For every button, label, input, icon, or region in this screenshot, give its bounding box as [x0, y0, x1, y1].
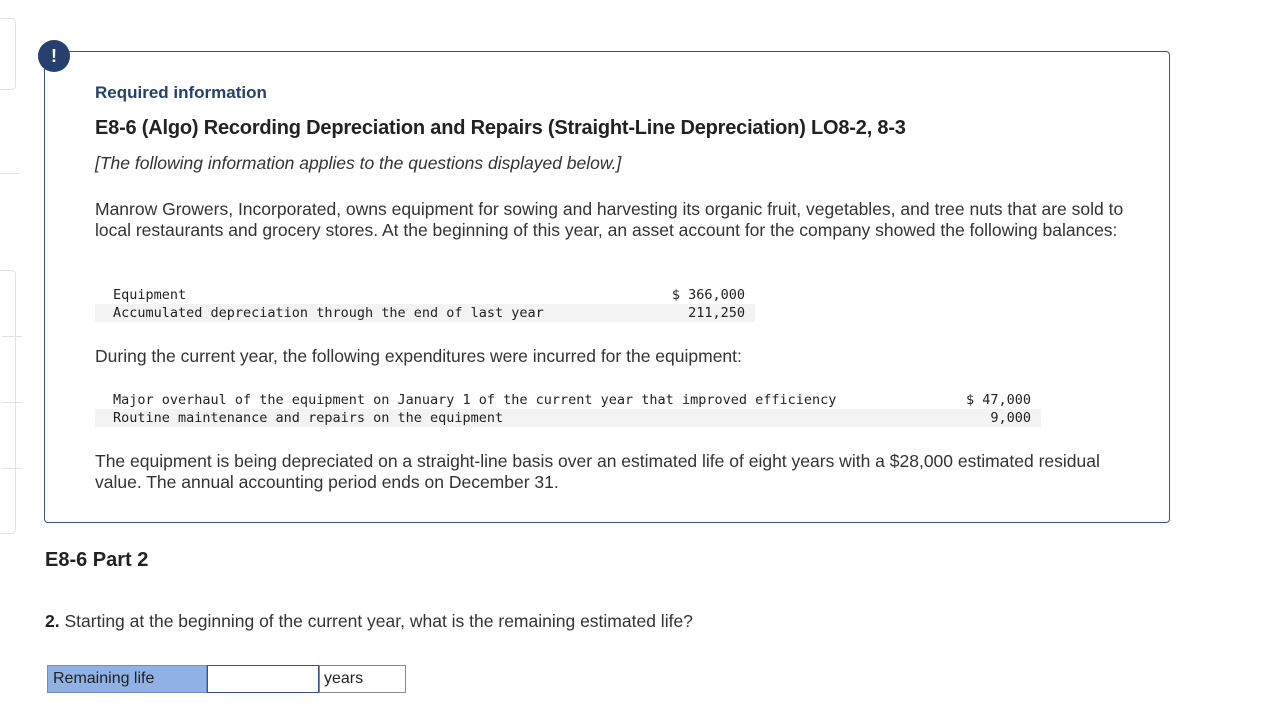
expenditure-value: $ 47,000	[965, 392, 1031, 408]
question-number: 2.	[45, 611, 60, 631]
remaining-life-input[interactable]	[207, 665, 319, 693]
expenditure-label: Major overhaul of the equipment on January 1 of the current year that improved efficiency	[113, 392, 837, 408]
question	[45, 611, 693, 632]
left-divider	[2, 468, 22, 469]
required-info-heading: Required information	[95, 83, 267, 102]
table-row	[95, 409, 1041, 427]
table-row	[95, 304, 755, 322]
table-row	[95, 391, 1041, 409]
intro-paragraph: Manrow Growers, Incorporated, owns equipment for sowing and harvesting its organic fruit, vegetables, and tree nuts that are sold to local restaurants and grocery stores. At the beginning of this year, an asset account for the company showed the following balances:	[95, 199, 1124, 240]
left-divider	[0, 173, 20, 174]
left-divider	[2, 402, 22, 403]
question-text: Starting at the beginning of the current year, what is the remaining estimated life?	[64, 611, 693, 631]
expenditure-label: Routine maintenance and repairs on the equipment	[95, 409, 931, 427]
balances-table	[95, 286, 755, 322]
exercise-title: E8-6 (Algo) Recording Depreciation and Repairs (Straight-Line Depreciation) LO8-2, 8-3	[95, 117, 906, 139]
table-row	[95, 286, 755, 304]
expenditures-intro: During the current year, the following expenditures were incurred for the equipment:	[95, 346, 742, 366]
years-unit-label: years	[319, 665, 406, 693]
balance-label: Equipment	[113, 287, 187, 303]
left-panel-fragment	[0, 18, 16, 90]
answer-row	[47, 665, 406, 693]
expenditures-table	[95, 391, 1041, 427]
balance-value: $ 366,000	[671, 287, 745, 303]
left-divider	[2, 336, 22, 337]
alert-icon: !	[38, 40, 70, 72]
part-title: E8-6 Part 2	[45, 549, 149, 571]
balance-value: 211,250	[655, 304, 755, 322]
expenditure-value: 9,000	[931, 409, 1041, 427]
remaining-life-label: Remaining life	[47, 665, 207, 693]
closing-paragraph: The equipment is being depreciated on a straight-line basis over an estimated life of eight years with a $28,000 estimated residual value. The annual accounting period ends on December 31.	[95, 451, 1100, 492]
balance-label: Accumulated depreciation through the end of last year	[95, 304, 655, 322]
applies-note: [The following information applies to the questions displayed below.]	[95, 153, 622, 173]
